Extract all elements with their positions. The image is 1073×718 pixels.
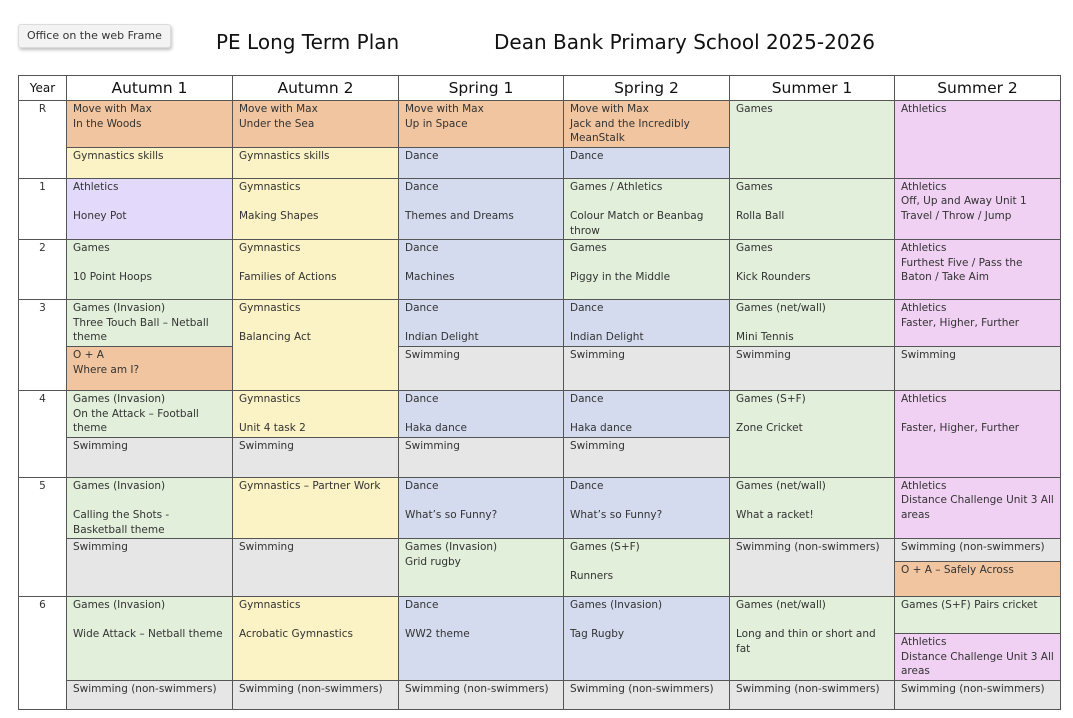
year-label: 6 (19, 597, 67, 710)
header-spring-1: Spring 1 (399, 76, 564, 101)
cell-6-summer2-games: Games (S+F) Pairs cricket (895, 597, 1061, 634)
cell-1-spring1: Dance Themes and Dreams (399, 178, 564, 239)
cell-6-spring1-swim: Swimming (non-swimmers) (399, 680, 564, 709)
cell-1-spring2: Games / Athletics Colour Match or Beanbag throw (564, 178, 730, 239)
header-year: Year (19, 76, 67, 101)
cell-5-autumn1-swim: Swimming (67, 539, 233, 597)
cell-6-spring1: Dance WW2 theme (399, 597, 564, 681)
cell-6-summer2-swim: Swimming (non-swimmers) (895, 680, 1061, 709)
header-autumn-2: Autumn 2 (233, 76, 399, 101)
year-6-row (19, 597, 1061, 634)
cell-5-summer2-swim: Swimming (non-swimmers) (895, 539, 1061, 562)
year-5-subrow (19, 539, 1061, 562)
cell-3-summer2: Athletics Faster, Higher, Further (895, 300, 1061, 347)
cell-r-autumn1: Move with Max In the Woods (67, 101, 233, 148)
cell-r-autumn1-gym: Gymnastics skills (67, 147, 233, 178)
plan-title: PE Long Term Plan (216, 30, 400, 54)
cell-6-summer1: Games (net/wall) Long and thin or short and fat (730, 597, 895, 681)
cell-4-spring2-swim: Swimming (564, 437, 730, 477)
cell-1-autumn2: Gymnastics Making Shapes (233, 178, 399, 239)
cell-6-spring2-swim: Swimming (non-swimmers) (564, 680, 730, 709)
cell-3-autumn1-oaa: O + A Where am I? (67, 346, 233, 390)
cell-3-spring2: Dance Indian Delight (564, 300, 730, 347)
pe-long-term-plan-table (18, 75, 1061, 710)
cell-2-spring1: Dance Machines (399, 240, 564, 300)
year-2-row (19, 240, 1061, 300)
cell-5-autumn2: Gymnastics – Partner Work (233, 477, 399, 538)
cell-1-summer1: Games Rolla Ball (730, 178, 895, 239)
cell-5-summer2-oaa: O + A – Safely Across (895, 562, 1061, 597)
office-web-frame-button[interactable]: Office on the web Frame (18, 24, 171, 48)
cell-5-spring1: Dance What’s so Funny? (399, 477, 564, 538)
cell-r-spring2: Move with Max Jack and the Incredibly MeanStalk (564, 101, 730, 148)
cell-5-autumn1: Games (Invasion) Calling the Shots - Basketball theme (67, 477, 233, 538)
header-summer-1: Summer 1 (730, 76, 895, 101)
cell-4-spring1-swim: Swimming (399, 437, 564, 477)
cell-r-spring2-dance: Dance (564, 147, 730, 178)
cell-3-spring1-swim: Swimming (399, 346, 564, 390)
cell-r-summer2: Athletics (895, 101, 1061, 179)
cell-2-summer2: Athletics Furthest Five / Pass the Baton / Take Aim (895, 240, 1061, 300)
cell-5-autumn2-swim: Swimming (233, 539, 399, 597)
cell-4-spring1: Dance Haka dance (399, 390, 564, 437)
year-label: R (19, 101, 67, 179)
cell-2-autumn1: Games 10 Point Hoops (67, 240, 233, 300)
cell-6-summer1-swim: Swimming (non-swimmers) (730, 680, 895, 709)
year-r-row (19, 101, 1061, 148)
header-row (19, 76, 1061, 101)
year-label: 5 (19, 477, 67, 596)
cell-5-spring2-games: Games (S+F) Runners (564, 539, 730, 597)
cell-r-autumn2-gym: Gymnastics skills (233, 147, 399, 178)
cell-4-autumn2-swim: Swimming (233, 437, 399, 477)
cell-2-summer1: Games Kick Rounders (730, 240, 895, 300)
year-label: 4 (19, 390, 67, 477)
cell-3-summer1-swim: Swimming (730, 346, 895, 390)
cell-5-summer1-swim: Swimming (non-swimmers) (730, 539, 895, 597)
header-summer-2: Summer 2 (895, 76, 1061, 101)
year-5-row (19, 477, 1061, 538)
header-spring-2: Spring 2 (564, 76, 730, 101)
cell-4-spring2: Dance Haka dance (564, 390, 730, 437)
cell-4-autumn1-swim: Swimming (67, 437, 233, 477)
cell-1-autumn1: Athletics Honey Pot (67, 178, 233, 239)
cell-3-autumn1: Games (Invasion) Three Touch Ball – Netball theme (67, 300, 233, 347)
cell-6-summer2-athletics: Athletics Distance Challenge Unit 3 All areas (895, 634, 1061, 681)
cell-2-autumn2: Gymnastics Families of Actions (233, 240, 399, 300)
cell-2-spring2: Games Piggy in the Middle (564, 240, 730, 300)
cell-r-spring1: Move with Max Up in Space (399, 101, 564, 148)
cell-5-spring1-games: Games (Invasion) Grid rugby (399, 539, 564, 597)
cell-4-summer1: Games (S+F) Zone Cricket (730, 390, 895, 477)
year-label: 2 (19, 240, 67, 300)
cell-3-autumn2: Gymnastics Balancing Act (233, 300, 399, 391)
cell-3-spring2-swim: Swimming (564, 346, 730, 390)
cell-3-summer2-swim: Swimming (895, 346, 1061, 390)
year-3-row (19, 300, 1061, 347)
cell-3-spring1: Dance Indian Delight (399, 300, 564, 347)
cell-r-spring1-dance: Dance (399, 147, 564, 178)
year-1-row (19, 178, 1061, 239)
year-4-row (19, 390, 1061, 437)
cell-6-spring2: Games (Invasion) Tag Rugby (564, 597, 730, 681)
cell-1-summer2: Athletics Off, Up and Away Unit 1 Travel / Throw / Jump (895, 178, 1061, 239)
year-6-swimrow (19, 680, 1061, 709)
year-3-subrow (19, 346, 1061, 390)
cell-4-summer2: Athletics Faster, Higher, Further (895, 390, 1061, 477)
cell-6-autumn1: Games (Invasion) Wide Attack – Netball theme (67, 597, 233, 681)
cell-r-summer1: Games (730, 101, 895, 179)
cell-5-spring2: Dance What’s so Funny? (564, 477, 730, 538)
cell-6-autumn2: Gymnastics Acrobatic Gymnastics (233, 597, 399, 681)
cell-r-autumn2: Move with Max Under the Sea (233, 101, 399, 148)
cell-6-autumn2-swim: Swimming (non-swimmers) (233, 680, 399, 709)
cell-5-summer2: Athletics Distance Challenge Unit 3 All areas (895, 477, 1061, 538)
cell-3-summer1: Games (net/wall) Mini Tennis (730, 300, 895, 347)
header-autumn-1: Autumn 1 (67, 76, 233, 101)
year-label: 1 (19, 178, 67, 239)
school-title: Dean Bank Primary School 2025-2026 (494, 30, 875, 54)
cell-5-summer1: Games (net/wall) What a racket! (730, 477, 895, 538)
year-label: 3 (19, 300, 67, 391)
cell-6-autumn1-swim: Swimming (non-swimmers) (67, 680, 233, 709)
cell-4-autumn1: Games (Invasion) On the Attack – Football theme (67, 390, 233, 437)
cell-4-autumn2: Gymnastics Unit 4 task 2 (233, 390, 399, 437)
